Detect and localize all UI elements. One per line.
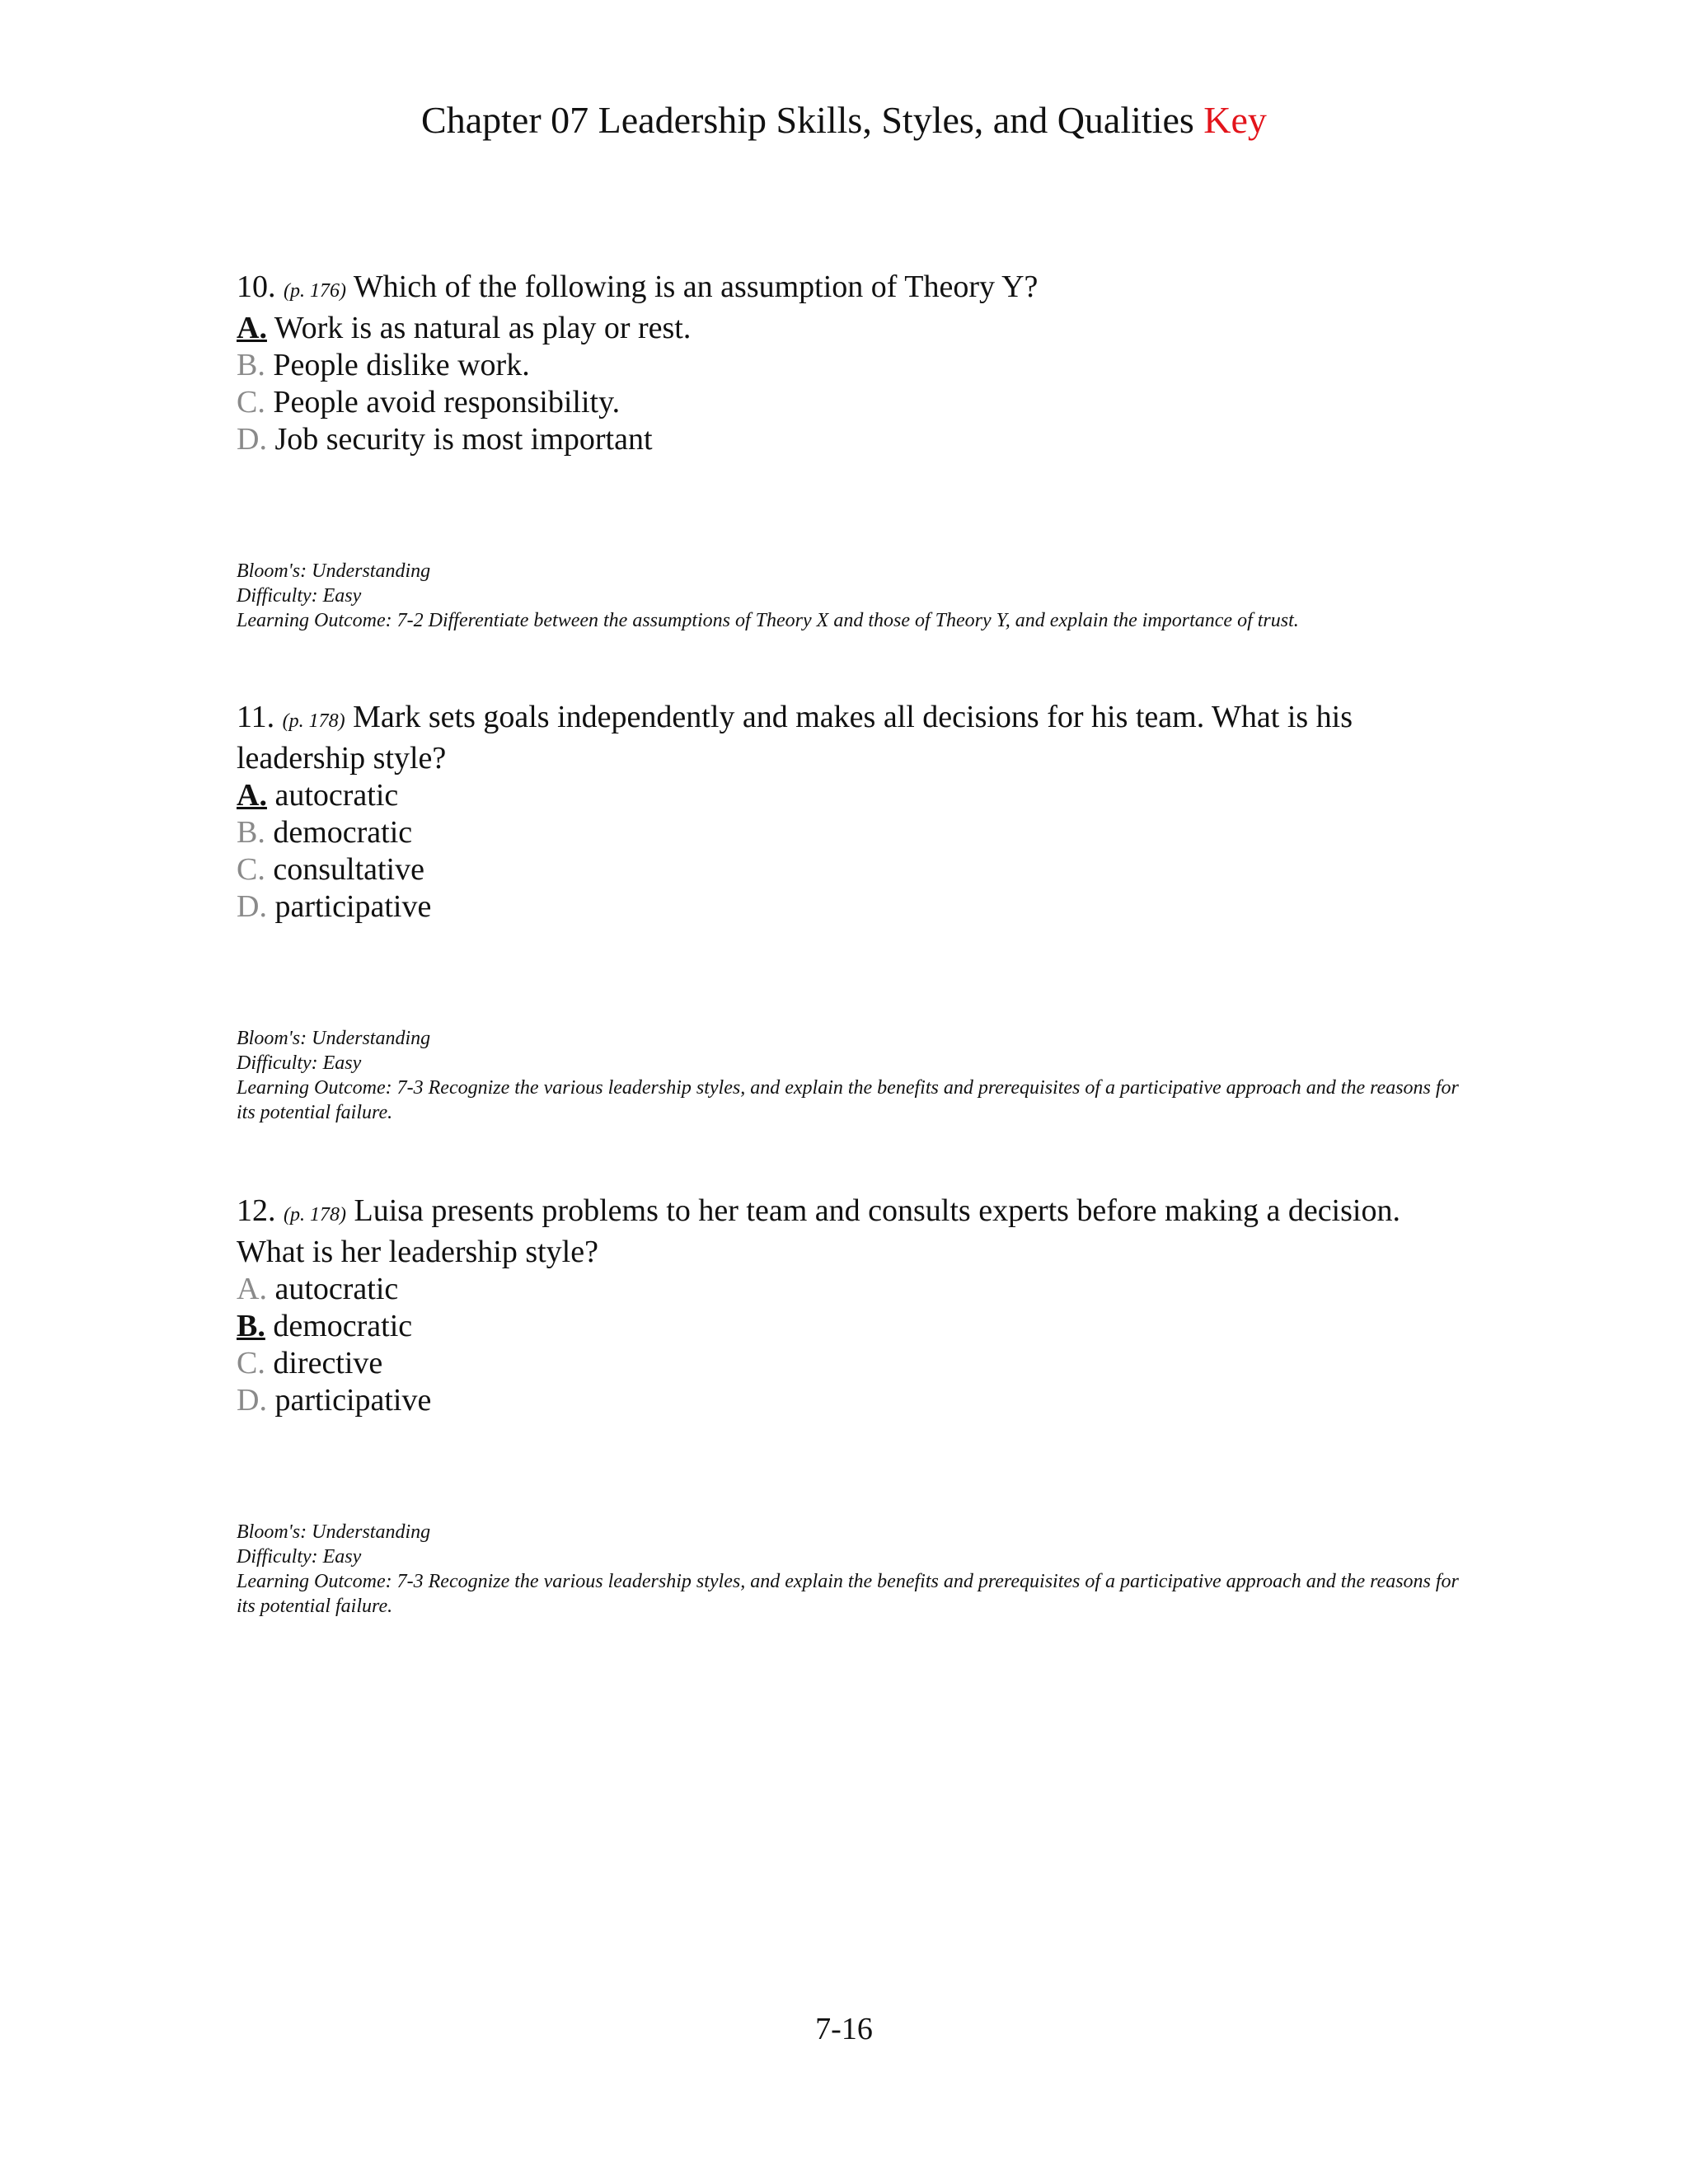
question-stem xyxy=(237,269,1473,310)
question-metadata xyxy=(237,1520,1473,1619)
option-letter: B. xyxy=(237,815,265,850)
difficulty: Difficulty: Easy xyxy=(237,1546,362,1568)
question-metadata xyxy=(237,559,1473,633)
blooms-level: Bloom's: Understanding xyxy=(237,560,431,582)
page-reference: (p. 178) xyxy=(284,1204,346,1226)
learning-outcome: Learning Outcome: 7-2 Differentiate between the assumptions of Theory X and those of Theory Y, and explain the importance of trust. xyxy=(237,610,1299,631)
question-number: 11. xyxy=(237,700,275,734)
option-a xyxy=(237,310,1473,347)
question-11 xyxy=(237,699,1473,1125)
question-text: Mark sets goals independently and makes all decisions for his team. What is his leadership style? xyxy=(237,700,1353,776)
option-letter: A. xyxy=(237,1272,267,1306)
question-stem xyxy=(237,1193,1473,1271)
option-c xyxy=(237,851,1473,888)
page-title xyxy=(0,97,1688,143)
page-reference: (p. 176) xyxy=(284,280,346,302)
option-letter: D. xyxy=(237,1383,267,1418)
option-a xyxy=(237,777,1473,814)
option-c xyxy=(237,1345,1473,1382)
difficulty: Difficulty: Easy xyxy=(237,585,362,607)
option-text: People avoid responsibility. xyxy=(273,385,621,419)
title-text: Chapter 07 Leadership Skills, Styles, and Qualities xyxy=(421,99,1194,141)
learning-outcome: Learning Outcome: 7-3 Recognize the various leadership styles, and explain the benefits and prerequisites of a participative approach and the reasons for its potential failure. xyxy=(237,1571,1459,1617)
option-text: Work is as natural as play or rest. xyxy=(274,311,692,345)
option-text: participative xyxy=(274,1383,432,1418)
answer-options xyxy=(237,1271,1473,1419)
page-number: 7-16 xyxy=(815,2012,873,2046)
option-b xyxy=(237,1308,1473,1345)
question-metadata xyxy=(237,1026,1473,1125)
question-12 xyxy=(237,1193,1473,1619)
option-text: autocratic xyxy=(274,1272,399,1306)
option-d xyxy=(237,421,1473,458)
question-text: Luisa presents problems to her team and consults experts before making a decision. What is her leadership style? xyxy=(237,1193,1400,1269)
question-text: Which of the following is an assumption of Theory Y? xyxy=(353,269,1039,304)
answer-options xyxy=(237,310,1473,458)
option-d xyxy=(237,1382,1473,1419)
option-letter: B. xyxy=(237,1309,265,1343)
option-c xyxy=(237,384,1473,421)
option-a xyxy=(237,1271,1473,1308)
option-text: democratic xyxy=(273,815,413,850)
option-letter: A. xyxy=(237,311,267,345)
option-b xyxy=(237,347,1473,384)
answer-options xyxy=(237,777,1473,926)
option-text: Job security is most important xyxy=(274,422,653,457)
option-letter: C. xyxy=(237,1346,265,1380)
question-stem xyxy=(237,699,1473,777)
difficulty: Difficulty: Easy xyxy=(237,1052,362,1074)
option-letter: C. xyxy=(237,385,265,419)
learning-outcome: Learning Outcome: 7-3 Recognize the various leadership styles, and explain the benefits and prerequisites of a participative approach and the reasons for its potential failure. xyxy=(237,1077,1459,1123)
option-letter: D. xyxy=(237,422,267,457)
option-letter: B. xyxy=(237,348,265,382)
question-number: 12. xyxy=(237,1193,276,1228)
blooms-level: Bloom's: Understanding xyxy=(237,1521,431,1543)
option-text: consultative xyxy=(273,852,424,887)
option-text: directive xyxy=(273,1346,383,1380)
option-letter: C. xyxy=(237,852,265,887)
option-text: People dislike work. xyxy=(273,348,530,382)
option-d xyxy=(237,888,1473,926)
question-number: 10. xyxy=(237,269,276,304)
option-letter: D. xyxy=(237,889,267,924)
option-text: participative xyxy=(274,889,432,924)
option-text: democratic xyxy=(273,1309,413,1343)
option-letter: A. xyxy=(237,778,267,813)
key-label: Key xyxy=(1203,99,1267,141)
question-10 xyxy=(237,269,1473,633)
blooms-level: Bloom's: Understanding xyxy=(237,1028,431,1049)
option-text: autocratic xyxy=(274,778,399,813)
page-reference: (p. 178) xyxy=(282,710,345,732)
option-b xyxy=(237,814,1473,851)
